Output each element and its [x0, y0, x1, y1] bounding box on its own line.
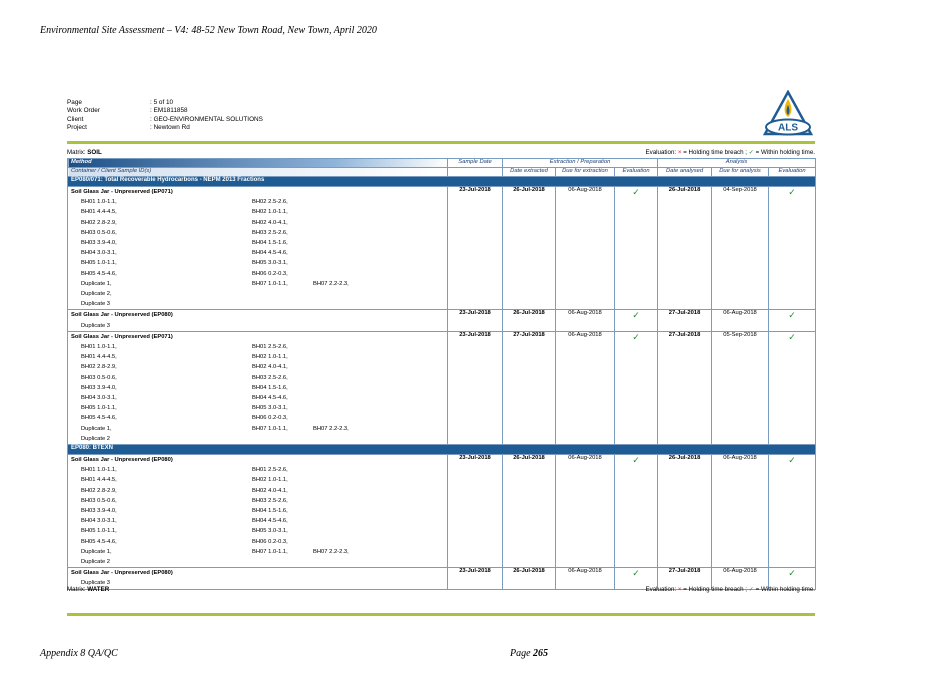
date-analysed: 27-Jul-2018: [658, 331, 712, 444]
sample-id: [313, 207, 373, 217]
sample-id: BH02 2.8-2.9,: [81, 219, 117, 226]
extraction-evaluation-check-icon: ✓: [615, 187, 658, 310]
legend-breach-text: = Holding time breach ;: [683, 585, 748, 593]
meta-label: Work Order: [67, 107, 100, 115]
sample-id: BH06 0.2-0.3,: [252, 270, 288, 277]
sample-id: BH01 1.0-1.1,: [81, 199, 117, 206]
analysis-evaluation-check-icon: ✓: [769, 331, 816, 444]
sample-id: [313, 506, 373, 516]
sample-id: BH04 3.0-3.1,: [81, 250, 117, 257]
sample-id: Duplicate 3: [81, 580, 111, 587]
meta-value: : 5 of 10: [150, 99, 173, 107]
table-row: [68, 187, 816, 310]
sample-id: BH05 3.0-3.1,: [252, 528, 288, 535]
sample-date: 23-Jul-2018: [448, 331, 503, 444]
sample-id: [313, 516, 373, 526]
holding-time-table: [67, 158, 816, 590]
sample-id: BH05 1.0-1.1,: [81, 528, 117, 535]
meta-value: : EM1811858: [150, 107, 188, 115]
sample-id: BH04 4.5-4.6,: [252, 395, 288, 402]
table-row: [68, 455, 816, 568]
sample-id: [313, 383, 373, 393]
sample-id: Duplicate 3: [81, 322, 111, 329]
sample-id: [313, 362, 373, 372]
check-icon: ✓: [748, 148, 754, 156]
sample-id: BH07 2.2-2.3,: [313, 280, 349, 287]
sample-id: [313, 403, 373, 413]
footer-page-label: Page: [510, 648, 531, 659]
sample-id: BH02 1.0-1.1,: [252, 354, 288, 361]
sample-id: BH02 1.0-1.1,: [252, 477, 288, 484]
sample-id: BH01 4.4-4.5,: [81, 477, 117, 484]
evaluation-legend: [645, 586, 815, 593]
sample-id: [313, 299, 373, 309]
sample-id: BH02 2.8-2.9,: [81, 487, 117, 494]
table-body: [68, 177, 816, 590]
sample-id: BH03 0.5-0.6,: [81, 497, 117, 504]
sample-id: BH02 1.0-1.1,: [252, 209, 288, 216]
sample-id: Duplicate 1,: [81, 425, 112, 432]
sample-id: BH05 4.5-4.6,: [81, 270, 117, 277]
due-for-extraction: 06-Aug-2018: [556, 568, 615, 589]
matrix-bar-soil: [67, 147, 815, 157]
sample-id-list: [71, 342, 444, 444]
meta-row-client: [67, 116, 263, 124]
sample-id: [313, 373, 373, 383]
header-container: Container / Client Sample ID(s): [68, 168, 448, 177]
sample-id: BH02 4.0-4.1,: [252, 364, 288, 371]
table-row: [68, 331, 816, 444]
sample-id: BH07 1.0-1.1,: [252, 425, 288, 432]
sample-id: [252, 321, 313, 331]
due-for-extraction: 06-Aug-2018: [556, 455, 615, 568]
sample-id: [313, 248, 373, 258]
sample-id: [313, 342, 373, 352]
sample-id: [313, 486, 373, 496]
section-title: EP080: BTEXN: [68, 445, 816, 455]
sample-id: BH02 2.5-2.6,: [252, 199, 288, 206]
header-blank: [448, 168, 503, 177]
sample-id: [313, 475, 373, 485]
sample-id: BH05 3.0-3.1,: [252, 405, 288, 412]
sample-id: BH07 1.0-1.1,: [252, 548, 288, 555]
sample-id: BH07 1.0-1.1,: [252, 280, 288, 287]
date-extracted: 26-Jul-2018: [503, 568, 556, 589]
sample-id: [313, 526, 373, 536]
sample-id: BH04 4.5-4.6,: [252, 250, 288, 257]
legend-within-text: = Within holding time.: [755, 148, 815, 156]
sample-id: [252, 299, 313, 309]
logo-text: ALS: [778, 122, 798, 134]
container-type: Soil Glass Jar - Unpreserved (EP071): [71, 333, 173, 340]
sample-id: [313, 434, 373, 444]
matrix-bar-water: [67, 584, 815, 594]
sample-id: BH03 3.9-4.0,: [81, 384, 117, 391]
analysis-evaluation-check-icon: ✓: [769, 568, 816, 589]
container-type: Soil Glass Jar - Unpreserved (EP080): [71, 312, 173, 319]
sample-id-list: [71, 197, 444, 309]
date-analysed: 27-Jul-2018: [658, 310, 712, 331]
analysis-evaluation-check-icon: ✓: [769, 455, 816, 568]
container-type: Soil Glass Jar - Unpreserved (EP080): [71, 570, 173, 577]
sample-id: [313, 413, 373, 423]
sample-date: 23-Jul-2018: [448, 455, 503, 568]
table-row: [68, 310, 816, 331]
matrix-value: WATER: [87, 585, 110, 593]
check-icon: ✓: [748, 585, 754, 593]
header-method: Method: [68, 159, 448, 168]
sample-id: BH03 2.5-2.6,: [252, 374, 288, 381]
sample-id: BH03 0.5-0.6,: [81, 374, 117, 381]
matrix-label: [67, 149, 102, 156]
sample-id: BH01 4.4-4.5,: [81, 209, 117, 216]
sample-id: [313, 197, 373, 207]
sample-id: BH03 0.5-0.6,: [81, 229, 117, 236]
section-title: EP080/071: Total Recoverable Hydrocarbons - NEPM 2013 Fractions: [68, 177, 816, 187]
sample-id-list: [71, 321, 444, 331]
sample-id: [252, 557, 313, 567]
sample-id: BH05 1.0-1.1,: [81, 260, 117, 267]
sample-id: [252, 434, 313, 444]
meta-label: Client: [67, 115, 84, 123]
als-logo-icon: [762, 90, 814, 138]
sample-id: BH04 3.0-3.1,: [81, 395, 117, 402]
date-extracted: 26-Jul-2018: [503, 310, 556, 331]
sample-id: [313, 321, 373, 331]
due-for-analysis: 06-Aug-2018: [712, 455, 769, 568]
header-evaluation-2: Evaluation: [769, 168, 816, 177]
document-running-header: Environmental Site Assessment – V4: 48-52 New Town Road, New Town, April 2020: [40, 25, 377, 36]
sample-id: BH02 4.0-4.1,: [252, 219, 288, 226]
container-cell: [68, 455, 448, 568]
date-analysed: 26-Jul-2018: [658, 187, 712, 310]
sample-id: BH07 2.2-2.3,: [313, 548, 349, 555]
sample-id: [252, 289, 313, 299]
sample-id: BH04 1.5-1.6,: [252, 240, 288, 246]
breach-icon: ×: [677, 148, 682, 156]
header-date-extracted: Date extracted: [503, 168, 556, 177]
header-extraction-group: Extraction / Preparation: [503, 159, 658, 168]
due-for-analysis: 06-Aug-2018: [712, 310, 769, 331]
matrix-label-text: Matrix:: [67, 148, 86, 156]
extraction-evaluation-check-icon: ✓: [615, 455, 658, 568]
meta-label: Page: [67, 99, 82, 106]
sample-id: BH01 1.0-1.1,: [81, 467, 117, 474]
sample-id: BH01 4.4-4.5,: [81, 354, 117, 361]
sample-id: [313, 465, 373, 475]
header-due-extraction: Due for extraction: [556, 168, 615, 177]
legend-prefix: Evaluation:: [645, 148, 677, 156]
sample-id: BH01 2.5-2.6,: [252, 467, 288, 474]
legend-within-text: = Within holding time.: [755, 585, 815, 593]
header-evaluation-1: Evaluation: [615, 168, 658, 177]
footer-appendix: Appendix 8 QA/QC: [40, 648, 118, 659]
date-extracted: 27-Jul-2018: [503, 331, 556, 444]
sample-id: BH05 4.5-4.6,: [81, 538, 117, 545]
header-date-analysed: Date analysed: [658, 168, 712, 177]
meta-row-project: [67, 124, 263, 132]
meta-value: : Newtown Rd: [150, 124, 190, 132]
sample-id: BH03 2.5-2.6,: [252, 497, 288, 504]
sample-id: BH02 2.8-2.9,: [81, 364, 117, 371]
matrix-label-text: Matrix:: [67, 585, 86, 593]
date-analysed: 26-Jul-2018: [658, 455, 712, 568]
due-for-extraction: 06-Aug-2018: [556, 331, 615, 444]
top-divider: [67, 141, 815, 144]
sample-id: BH05 1.0-1.1,: [81, 405, 117, 412]
sample-date: 23-Jul-2018: [448, 568, 503, 589]
section-header-row: [68, 177, 816, 187]
sample-id: BH05 4.5-4.6,: [81, 415, 117, 422]
extraction-evaluation-check-icon: ✓: [615, 310, 658, 331]
sample-id: Duplicate 2: [81, 435, 111, 442]
container-cell: [68, 331, 448, 444]
footer-page-number: [510, 648, 548, 659]
container-type: Soil Glass Jar - Unpreserved (EP071): [71, 189, 173, 195]
matrix-value: SOIL: [87, 148, 102, 156]
sample-id-list: [71, 465, 444, 567]
sample-id: BH03 3.9-4.0,: [81, 240, 117, 246]
sample-id: BH04 3.0-3.1,: [81, 518, 117, 525]
sample-id: Duplicate 1,: [81, 548, 112, 555]
meta-row-page: [67, 99, 263, 107]
sample-id: BH03 2.5-2.6,: [252, 229, 288, 236]
analysis-evaluation-check-icon: ✓: [769, 310, 816, 331]
sample-id: BH03 3.9-4.0,: [81, 508, 117, 515]
legend-breach-text: = Holding time breach ;: [683, 148, 748, 156]
date-analysed: 27-Jul-2018: [658, 568, 712, 589]
sample-id: [313, 537, 373, 547]
matrix-label: [67, 586, 109, 593]
due-for-analysis: 04-Sep-2018: [712, 187, 769, 310]
sample-id: BH06 0.2-0.3,: [252, 538, 288, 545]
sample-id: [313, 557, 373, 567]
bottom-divider: [67, 613, 815, 616]
sample-id: BH04 1.5-1.6,: [252, 508, 288, 515]
sample-id: BH01 2.5-2.6,: [252, 344, 288, 350]
section-header-row: [68, 445, 816, 455]
analysis-evaluation-check-icon: ✓: [769, 187, 816, 310]
date-extracted: 26-Jul-2018: [503, 187, 556, 310]
sample-id: BH02 4.0-4.1,: [252, 487, 288, 494]
sample-id: [313, 289, 373, 299]
extraction-evaluation-check-icon: ✓: [615, 331, 658, 444]
sample-id: Duplicate 1,: [81, 280, 112, 287]
date-extracted: 26-Jul-2018: [503, 455, 556, 568]
sample-id: [313, 258, 373, 268]
sample-id: BH04 1.5-1.6,: [252, 384, 288, 391]
due-for-extraction: 06-Aug-2018: [556, 187, 615, 310]
sample-id: [313, 218, 373, 228]
evaluation-legend: [645, 149, 815, 156]
sample-id: Duplicate 2: [81, 559, 111, 566]
meta-label: Project: [67, 124, 87, 132]
legend-prefix: Evaluation:: [645, 585, 677, 593]
extraction-evaluation-check-icon: ✓: [615, 568, 658, 589]
sample-date: 23-Jul-2018: [448, 187, 503, 310]
header-due-analysis: Due for analysis: [712, 168, 769, 177]
report-meta: [67, 99, 263, 133]
sample-id: BH04 4.5-4.6,: [252, 518, 288, 525]
due-for-extraction: 06-Aug-2018: [556, 310, 615, 331]
sample-date: 23-Jul-2018: [448, 310, 503, 331]
due-for-analysis: 05-Sep-2018: [712, 331, 769, 444]
due-for-analysis: 06-Aug-2018: [712, 568, 769, 589]
sample-id: BH07 2.2-2.3,: [313, 425, 349, 432]
sample-id: [313, 238, 373, 248]
sample-id: BH01 1.0-1.1,: [81, 344, 117, 350]
sample-id: [313, 269, 373, 279]
sample-id: BH06 0.2-0.3,: [252, 415, 288, 422]
sample-id: [313, 496, 373, 506]
sample-id: [313, 228, 373, 238]
container-cell: [68, 187, 448, 310]
sample-id: BH05 3.0-3.1,: [252, 260, 288, 267]
sample-id: Duplicate 3: [81, 301, 111, 308]
header-sample-date: Sample Date: [448, 159, 503, 168]
sample-id: [313, 393, 373, 403]
header-analysis-group: Analysis: [658, 159, 816, 168]
footer-page-value: 265: [533, 648, 549, 659]
breach-icon: ×: [677, 585, 682, 593]
sample-id: [313, 352, 373, 362]
meta-row-work-order: [67, 107, 263, 115]
sample-id: Duplicate 2,: [81, 291, 112, 298]
container-type: Soil Glass Jar - Unpreserved (EP080): [71, 457, 173, 464]
container-cell: [68, 310, 448, 331]
meta-value: : GEO-ENVIRONMENTAL SOLUTIONS: [150, 116, 263, 124]
